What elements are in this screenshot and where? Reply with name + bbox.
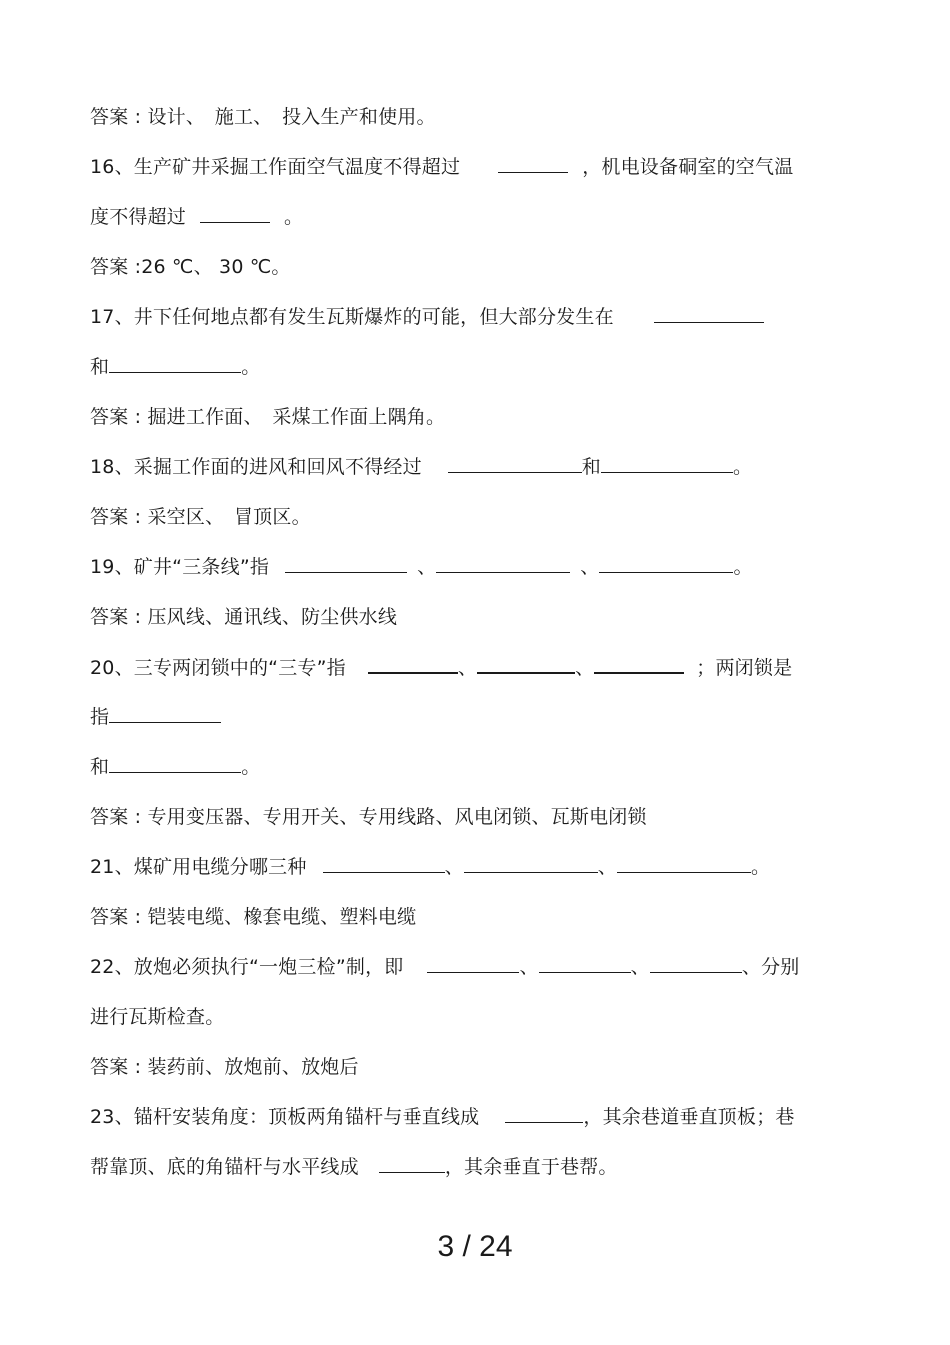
question-text: 18、采掘工作面的进风和回风不得经过 <box>90 456 422 478</box>
question-20 <box>90 654 792 681</box>
blank[interactable] <box>379 1154 445 1173</box>
question-text: 帮靠顶、底的角锚杆与水平线成 <box>90 1156 359 1178</box>
blank[interactable] <box>594 654 684 674</box>
question-text: 、 <box>519 956 539 978</box>
answer-line: 答案 : 装药前、放炮前、放炮后 <box>90 1056 359 1078</box>
question-text: 17、井下任何地点都有发生瓦斯爆炸的可能，但大部分发生在 <box>90 306 614 328</box>
question-text: 22、放炮必须执行“一炮三检”制，即 <box>90 956 404 978</box>
question-text: 、 <box>444 856 464 878</box>
question-22-cont: 进行瓦斯检查。 <box>90 1006 225 1028</box>
blank[interactable] <box>654 304 764 323</box>
blank[interactable] <box>477 654 575 674</box>
answer-line: 答案 : 压风线、通讯线、防尘供水线 <box>90 606 398 628</box>
question-18 <box>90 454 752 480</box>
blank[interactable] <box>427 954 519 973</box>
question-text: 、 <box>457 657 478 679</box>
blank[interactable] <box>650 954 742 973</box>
question-text: 16、生产矿井采掘工作面空气温度不得超过 <box>90 156 461 178</box>
question-text: 23、锚杆安装角度：顶板两角锚杆与垂直线成 <box>90 1106 480 1128</box>
question-text: 和 <box>90 356 110 378</box>
blank[interactable] <box>200 204 270 223</box>
blank[interactable] <box>599 554 733 573</box>
question-16 <box>90 154 793 180</box>
blank[interactable] <box>109 754 241 773</box>
answer-line: 答案 : 专用变压器、专用开关、专用线路、风电闭锁、瓦斯电闭锁 <box>90 806 647 828</box>
question-text: ，其余巷道垂直顶板；巷 <box>583 1106 795 1128</box>
question-text: 19、矿井“三条线”指 <box>90 556 270 578</box>
question-text: 。 <box>241 756 261 778</box>
question-21 <box>90 854 770 880</box>
question-text: 。 <box>733 556 753 578</box>
blank[interactable] <box>448 454 582 473</box>
question-text: 、 <box>580 556 600 578</box>
blank[interactable] <box>368 654 458 674</box>
question-23-cont <box>90 1154 618 1180</box>
blank[interactable] <box>109 354 241 373</box>
answer-line: 答案 : 铠装电缆、橡套电缆、塑料电缆 <box>90 906 417 928</box>
question-17 <box>90 304 764 330</box>
question-text: ，机电设备硐室的空气温 <box>582 156 794 178</box>
question-text: ，其余垂直于巷帮。 <box>444 1156 618 1178</box>
blank[interactable] <box>539 954 631 973</box>
question-text: ；两闭锁是 <box>696 657 793 679</box>
question-20-cont <box>90 754 260 780</box>
question-text: 20、三专两闭锁中的“三专”指 <box>90 657 346 679</box>
question-23 <box>90 1104 795 1130</box>
question-text: 度不得超过 <box>90 206 187 228</box>
question-17-cont <box>90 354 260 380</box>
blank[interactable] <box>601 454 733 473</box>
answer-line: 答案 : 掘进工作面、 采煤工作面上隅角。 <box>90 406 446 428</box>
blank[interactable] <box>505 1104 583 1123</box>
blank[interactable] <box>498 154 568 173</box>
blank[interactable] <box>323 854 445 873</box>
question-22 <box>90 954 799 980</box>
blank[interactable] <box>285 554 407 573</box>
answer-line: 答案 :26 ℃、 30 ℃。 <box>90 256 291 278</box>
answer-line: 答案 : 采空区、 冒顶区。 <box>90 506 311 528</box>
question-text: 。 <box>284 206 304 228</box>
question-text: 、 <box>597 856 617 878</box>
question-text: 、 <box>630 956 650 978</box>
blank[interactable] <box>109 704 221 723</box>
question-text: 、 <box>417 556 437 578</box>
page-number: 3 / 24 <box>437 1230 513 1263</box>
question-20-cont <box>90 704 221 730</box>
question-text: 。 <box>732 456 753 478</box>
question-text: 。 <box>750 856 771 878</box>
question-text: 和 <box>90 756 110 778</box>
question-text: 和 <box>581 456 601 478</box>
question-text: 、 <box>575 657 595 679</box>
answer-line: 答案 : 设计、 施工、 投入生产和使用。 <box>90 106 436 128</box>
question-text: 指 <box>90 706 110 728</box>
question-16-cont <box>90 204 303 230</box>
blank[interactable] <box>436 554 570 573</box>
question-text: 21、煤矿用电缆分哪三种 <box>90 856 307 878</box>
question-text: 。 <box>241 356 261 378</box>
question-19 <box>90 554 753 580</box>
blank[interactable] <box>464 854 598 873</box>
question-text: 、分别 <box>741 956 800 978</box>
blank[interactable] <box>617 854 751 873</box>
